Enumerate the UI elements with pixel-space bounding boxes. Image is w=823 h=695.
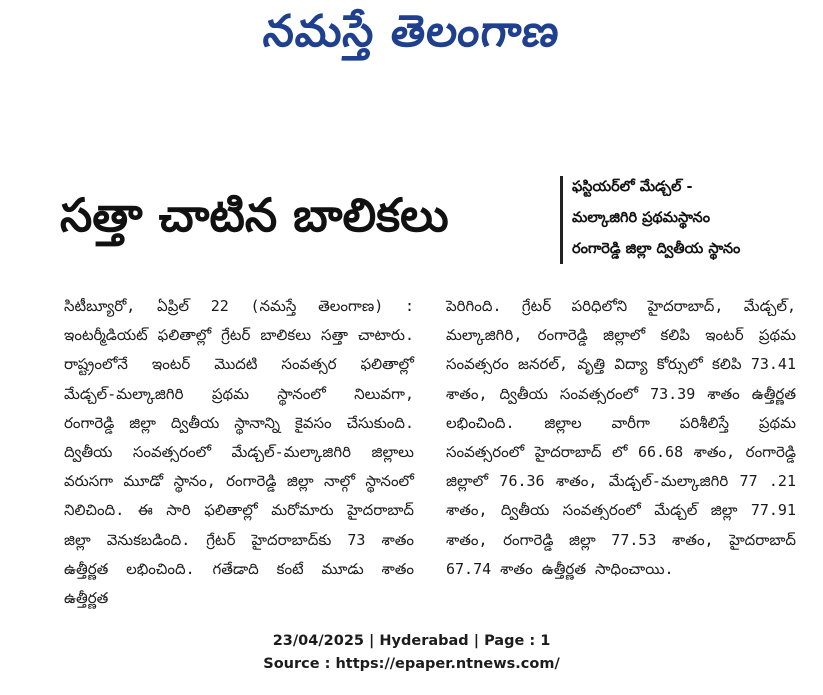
footer (0, 630, 823, 676)
deck-line-2: మల్కాజిగిరి ప్రథమస్థానం (572, 210, 711, 226)
footer-source-link[interactable]: Source : https://epaper.ntnews.com/ (263, 656, 560, 672)
newspaper-logo: నమస్తే తెలంగాణ (261, 6, 563, 57)
headline-divider (560, 176, 563, 264)
deck-line-1: ఫస్టియర్‌లో మేడ్చల్ - (572, 179, 693, 195)
masthead (0, 6, 823, 68)
article-text-right: పెరిగింది. గ్రేటర్ పరిధిలోని హైదరాబాద్, మేడ్చల్, మల్కాజిగిరి, రంగారెడ్డి జిల్లాలో కలిపి ఇంటర్ ప్రథమ సంవత్సరం జనరల్, వృత్తి విద్యా కోర్సులో కలిపి 73.41 శాతం, ద్వితీయ సంవత్సరంలో 73.39 శాతం ఉత్తీర్ణత లభించింది. జిల్లాల వారీగా పరిశీలిస్తే ప్రథమ సంవత్సరంలో హైదరాబాద్ లో 66.68 శాతం, రంగారెడ్డి జిల్లాలో 76.36 శాతం, మేడ్చల్-మల్కాజిగిరి 77 .21 శాతం, ద్వితీయ సంవత్సరంలో మేడ్చల్ జిల్లా 77.91 శాతం, రంగారెడ్డి జిల్లా 77.53 శాతం, హైదరాబాద్ 67.74 శాతం ఉత్తీర్ణత సాధించాయి. (446, 297, 796, 578)
deck (572, 172, 812, 265)
article-column-right (446, 292, 796, 584)
article-column-left (64, 292, 414, 613)
article-text-left: సిటీబ్యూరో, ఏప్రిల్ 22 (నమస్తే తెలంగాణ) : ఇంటర్మీడియట్ ఫలితాల్లో గ్రేటర్ బాలికలు సత్తా చాటారు. రాష్ట్రంలోనే ఇంటర్ మొదటి సంవత్సర ఫలితాల్లో మేడ్చల్-మల్కాజిగిరి ప్రథమ స్థానంలో నిలువగా, రంగారెడ్డి జిల్లా ద్వితీయ స్థానాన్ని కైవసం చేసుకుంది. ద్వితీయ సంవత్సరంలో మేడ్చల్-మల్కాజిగిరి జిల్లాలు వరుసగా మూడో స్థానం, రంగారెడ్డి జిల్లా నాల్గో స్థానంలో నిలిచింది. ఈ సారి ఫలితాల్లో మరోమారు హైదరాబాద్ జిల్లా వెనుకబడింది. గ్రేటర్ హైదరాబాద్‌కు 73 శాతం ఉత్తీర్ణత లభించింది. గతేడాది కంటే మూడు శాతం ఉత్తీర్ణత (64, 297, 414, 608)
headline: సత్తా చాటిన బాలికలు (60, 188, 449, 242)
headline-block (0, 172, 823, 272)
footer-dateline: 23/04/2025 | Hyderabad | Page : 1 (272, 633, 551, 649)
deck-line-3: రంగారెడ్డి జిల్లా ద్వితీయ స్థానం (572, 241, 741, 257)
